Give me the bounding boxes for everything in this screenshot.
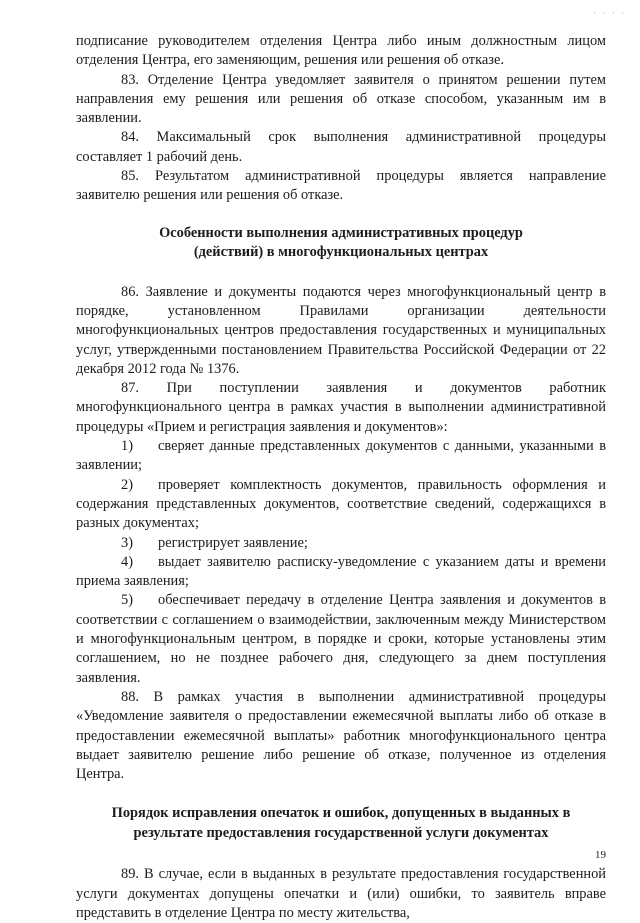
paragraph-82-continuation: подписание руководителем отделения Центра либо иным должностным лицом отделения Центра, его заменяющим, решения или решения об отказе. — [76, 33, 606, 69]
list-87 — [76, 437, 606, 688]
list-item: 4) выдает заявителю расписку-уведомление с указанием даты и времени приема заявления; — [76, 553, 606, 590]
list-item: 5) обеспечивает передачу в отделение Центра заявления и документов в соответствии с соглашением о взаимодействии, заключенным между Министерством и многофункциональным центром, в порядке и сроки, которые установлены этим соглашением, но не позднее рабочего дня, следующего за днем поступления заявления. — [76, 592, 606, 686]
section-heading-corrections — [76, 804, 606, 843]
list-item: 2) проверяет комплектность документов, правильность оформления и содержания представленных документов, соответствие сведений, содержащихся в разных документах; — [76, 476, 606, 532]
section-heading-corrections-line1: Порядок исправления опечаток и ошибок, допущенных в выданных в — [111, 805, 571, 822]
paragraph-88: 88. В рамках участия в выполнении административной процедуры «Уведомление заявителя о предоставлении ежемесячной выплаты либо об отказе в предоставлении ежемесячной выплаты» работник многофункционального центра выдает заявителю решение либо решение об отказе, полученное из отделения Центра. — [76, 688, 606, 783]
paragraph-89: 89. В случае, если в выданных в результате предоставления государственной услуги документах допущены опечатки и (или) ошибки, то заявитель вправе представить в отделение Центра по месту жительства, — [76, 866, 606, 921]
section-heading-mfc-line1: Особенности выполнения административных процедур — [159, 224, 523, 241]
section-heading-corrections-line2: результате предоставления государственной услуги документах — [133, 824, 549, 841]
list-item: 3) регистрирует заявление; — [121, 534, 308, 551]
page-number: 19 — [595, 849, 606, 861]
list-item: 1) сверяет данные представленных документов с данными, указанными в заявлении; — [76, 438, 606, 474]
paragraph-83: 83. Отделение Центра уведомляет заявителя о принятом решении путем направления ему решения или решения об отказе способом, указанным им в заявлении. — [76, 71, 606, 127]
paragraph-86: 86. Заявление и документы подаются через многофункциональный центр в порядке, установленном Правилами организации деятельности многофункциональных центров предоставления государственных и муниципальных услуг, утвержденными постановлением Правительства Российской Федерации от 22 декабря 2012 года № 1376. — [76, 283, 606, 377]
section-heading-mfc — [76, 224, 606, 263]
section-heading-mfc-line2: (действий) в многофункциональных центрах — [193, 244, 489, 261]
paragraph-85: 85. Результатом административной процедуры является направление заявителю решения или решения об отказе. — [76, 168, 606, 204]
paragraph-84: 84. Максимальный срок выполнения административной процедуры составляет 1 рабочий день. — [76, 129, 606, 165]
corner-marks: · · · · — [593, 8, 626, 18]
paragraph-87: 87. При поступлении заявления и документов работник многофункционального центра в рамках участия в выполнении административной процедуры «Прием и регистрация заявления и документов»: — [76, 380, 606, 435]
